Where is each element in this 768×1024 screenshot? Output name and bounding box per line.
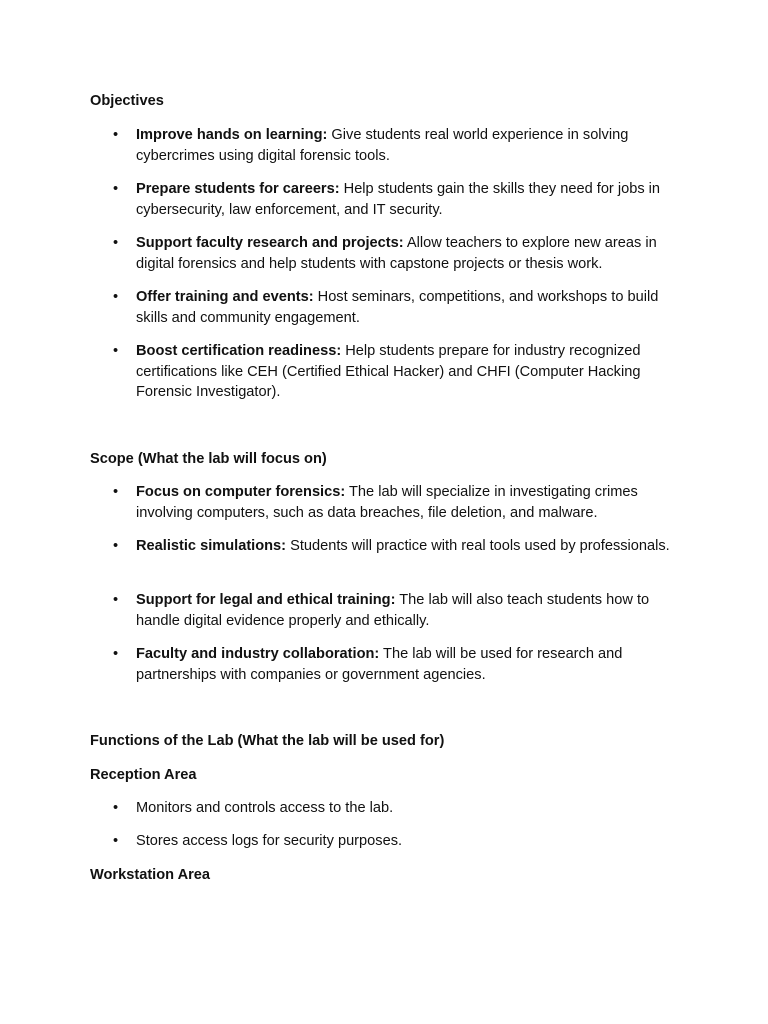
objective-item-text: Host seminars, competitions, and workshops to build skills and community engagement. xyxy=(136,289,659,326)
bullet-icon: • xyxy=(113,289,119,305)
reception-item-text: Stores access logs for security purposes. xyxy=(136,833,403,849)
objective-item-text: Give students real world experience in solving cybercrimes using digital forensic tools. xyxy=(136,127,629,164)
objective-item-lead: Prepare students for careers: xyxy=(136,181,340,197)
objective-item xyxy=(113,179,684,220)
scope-item-lead: Realistic simulations: xyxy=(136,538,287,554)
bullet-icon: • xyxy=(113,800,119,816)
objectives-heading: Objectives xyxy=(90,93,164,109)
bullet-icon: • xyxy=(113,646,119,662)
reception-area-heading: Reception Area xyxy=(90,767,197,783)
scope-item xyxy=(113,482,684,523)
objective-item-text: Help students gain the skills they need for jobs in cybersecurity, law enforcement, and IT security. xyxy=(136,181,661,218)
objective-item-text: Allow teachers to explore new areas in digital forensics and help students with capstone projects or thesis work. xyxy=(136,235,657,272)
objective-item xyxy=(113,287,684,328)
bullet-icon: • xyxy=(113,235,119,251)
scope-item-lead: Support for legal and ethical training: xyxy=(136,592,396,608)
reception-item xyxy=(113,831,684,852)
functions-heading: Functions of the Lab (What the lab will be used for) xyxy=(90,733,445,749)
objective-item xyxy=(113,233,684,274)
objective-item xyxy=(113,341,684,403)
objective-item-lead: Offer training and events: xyxy=(136,289,314,305)
bullet-icon: • xyxy=(113,484,119,500)
bullet-icon: • xyxy=(113,833,119,849)
objective-item-text: Help students prepare for industry recognized certifications like CEH (Certified Ethical Hacker) and CHFI (Computer Hacking Forensic Investigator). xyxy=(136,343,641,400)
objective-item xyxy=(113,125,684,166)
workstation-area-heading: Workstation Area xyxy=(90,867,211,883)
scope-item-text: The lab will also teach students how to handle digital evidence properly and ethically. xyxy=(136,592,650,629)
reception-item xyxy=(113,798,684,819)
scope-item-lead: Faculty and industry collaboration: xyxy=(136,646,380,662)
bullet-icon: • xyxy=(113,343,119,359)
scope-heading: Scope (What the lab will focus on) xyxy=(90,451,327,467)
reception-item-text: Monitors and controls access to the lab. xyxy=(136,800,394,816)
scope-item xyxy=(113,590,684,631)
bullet-icon: • xyxy=(113,592,119,608)
scope-item-lead: Focus on computer forensics: xyxy=(136,484,346,500)
scope-item xyxy=(113,536,684,557)
bullet-icon: • xyxy=(113,181,119,197)
scope-item-text: The lab will specialize in investigating crimes involving computers, such as data breaches, file deletion, and malware. xyxy=(136,484,638,521)
bullet-icon: • xyxy=(113,538,119,554)
scope-item-text: The lab will be used for research and partnerships with companies or government agencies. xyxy=(136,646,623,683)
bullet-icon: • xyxy=(113,127,119,143)
objective-item-lead: Boost certification readiness: xyxy=(136,343,342,359)
objective-item-lead: Support faculty research and projects: xyxy=(136,235,404,251)
scope-item-text: Students will practice with real tools used by professionals. xyxy=(286,538,670,554)
scope-item xyxy=(113,644,684,685)
objective-item-lead: Improve hands on learning: xyxy=(136,127,328,143)
